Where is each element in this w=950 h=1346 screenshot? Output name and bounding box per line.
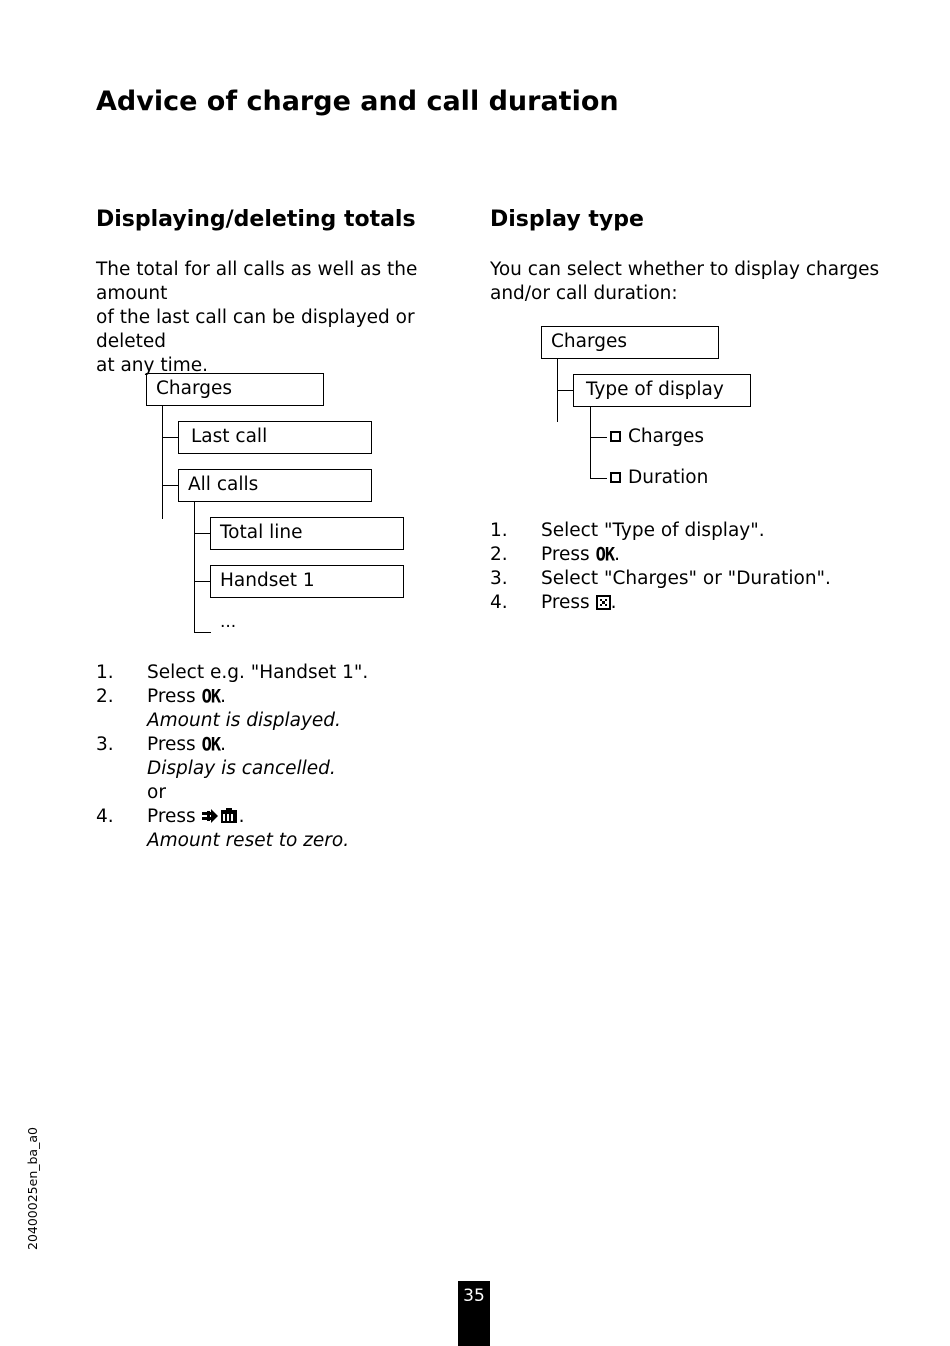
tree-line: [194, 502, 195, 633]
tree-line: [162, 437, 179, 438]
step-text-group: Press .: [147, 806, 245, 827]
step-row: [96, 733, 476, 757]
ok-key-icon: OK: [201, 686, 221, 708]
right-intro: [490, 258, 890, 306]
left-steps: [96, 661, 476, 853]
tree-line: [194, 632, 211, 633]
step-number: 2.: [490, 544, 508, 565]
step-row: [490, 567, 910, 591]
step-text-group: Press .: [541, 592, 617, 613]
left-intro-line: at any time.: [96, 355, 209, 376]
step-number: 3.: [96, 734, 114, 755]
left-heading: Displaying/deleting totals: [96, 207, 416, 232]
left-intro-line: The total for all calls as well as the amount: [96, 259, 418, 304]
step-or: or: [147, 782, 166, 803]
step-row: [96, 661, 476, 685]
tree-line: [162, 406, 163, 519]
arrow-delete-key-icon: [202, 807, 239, 824]
ok-key-icon: OK: [201, 734, 221, 756]
step-text-group: Press OK.: [147, 685, 226, 709]
checkbox-icon: [610, 431, 621, 442]
page-title: Advice of charge and call duration: [96, 86, 619, 117]
tree-line: [590, 437, 607, 438]
step-row: [96, 781, 476, 805]
step-text: Press: [541, 544, 590, 565]
document-code: 20400025en_ba_a0: [25, 1127, 40, 1250]
checkbox-icon: [610, 472, 621, 483]
step-row: [490, 519, 910, 543]
step-text: Press: [541, 592, 590, 613]
step-number: 2.: [96, 686, 114, 707]
step-text: Select "Type of display".: [541, 520, 765, 541]
tree-line: [194, 533, 211, 534]
left-intro-line: of the last call can be displayed or deleted: [96, 307, 415, 352]
menu-box-handset: Handset 1: [210, 565, 404, 598]
step-row: [96, 709, 476, 733]
step-number: 1.: [490, 520, 508, 541]
step-number: 3.: [490, 568, 508, 589]
option-duration: Duration: [628, 467, 709, 488]
step-text: Select "Charges" or "Duration".: [541, 568, 831, 589]
step-result: Display is cancelled.: [147, 758, 336, 779]
menu-box-charges: Charges: [541, 326, 719, 359]
ok-key-icon: OK: [595, 544, 615, 566]
right-intro-line: You can select whether to display charges: [490, 259, 880, 280]
step-number: 4.: [490, 592, 508, 613]
step-row: [490, 543, 910, 567]
menu-box-charges: Charges: [146, 373, 324, 406]
step-text-group: Press OK.: [147, 733, 226, 757]
page-number: 35: [458, 1281, 490, 1346]
step-row: [490, 591, 910, 615]
tree-line: [557, 390, 574, 391]
step-row: [96, 805, 476, 829]
step-text: Press: [147, 734, 196, 755]
option-charges: Charges: [628, 426, 705, 447]
right-heading: Display type: [490, 207, 644, 232]
step-row: [96, 757, 476, 781]
right-steps: [490, 519, 910, 615]
tree-line: [162, 485, 179, 486]
step-result: Amount is displayed.: [147, 710, 341, 731]
checkbox-key-icon: [596, 595, 611, 610]
step-text-group: Press OK.: [541, 543, 620, 567]
step-row: [96, 829, 476, 853]
step-row: [96, 685, 476, 709]
step-text: Press: [147, 686, 196, 707]
step-number: 4.: [96, 806, 114, 827]
tree-line: [590, 407, 591, 479]
left-intro: [96, 258, 476, 378]
right-intro-line: and/or call duration:: [490, 283, 678, 304]
step-text: Press: [147, 806, 196, 827]
tree-line: [590, 478, 607, 479]
menu-box-total-line: Total line: [210, 517, 404, 550]
tree-line: [194, 581, 211, 582]
menu-box-last-call: Last call: [178, 421, 372, 454]
menu-box-all-calls: All calls: [178, 469, 372, 502]
step-number: 1.: [96, 662, 114, 683]
menu-box-type-of-display: Type of display: [573, 374, 751, 407]
step-text: Select e.g. "Handset 1".: [147, 662, 369, 683]
step-result: Amount reset to zero.: [147, 830, 350, 851]
menu-ellipsis: ...: [220, 612, 237, 632]
